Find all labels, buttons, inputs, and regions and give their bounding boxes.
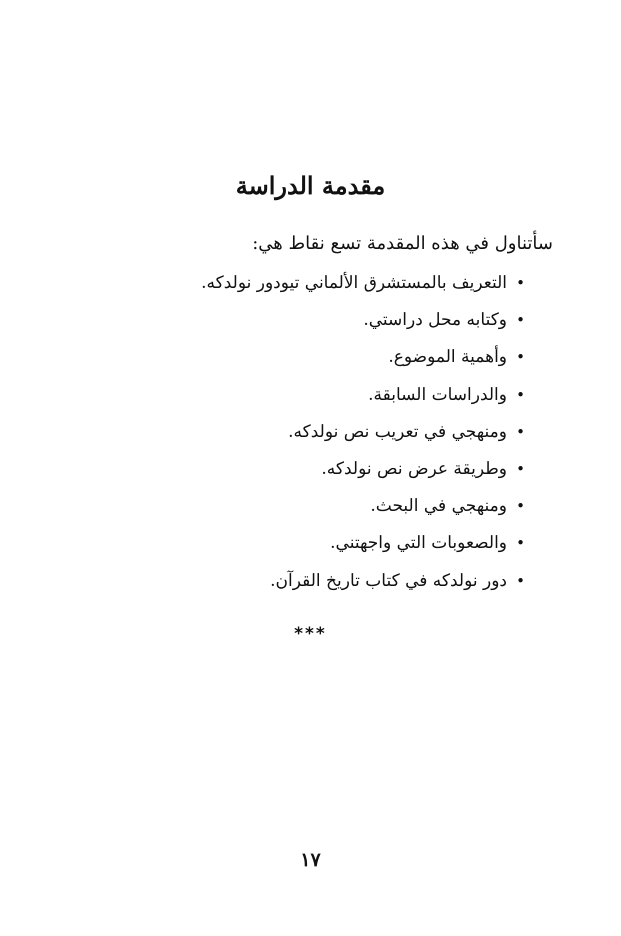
list-item — [201, 343, 525, 380]
list-item — [201, 529, 525, 566]
section-separator: *** — [294, 624, 327, 644]
bullet-icon: • — [516, 497, 525, 516]
list-item-text: وطريقة عرض نص نولدكه. — [321, 458, 507, 479]
list-item-text: والدراسات السابقة. — [368, 384, 507, 405]
bullet-icon: • — [516, 348, 525, 367]
bullet-icon: • — [516, 571, 525, 590]
list-item — [201, 269, 525, 306]
list-item-text: وكتابه محل دراستي. — [363, 310, 507, 331]
bullet-icon: • — [516, 534, 525, 553]
section-title: مقدمة الدراسة — [235, 171, 386, 200]
bullet-icon: • — [516, 422, 525, 441]
list-item-text: دور نولدكه في كتاب تاريخ القرآن. — [270, 570, 507, 591]
list-item-text: وأهمية الموضوع. — [388, 347, 507, 368]
list-item — [201, 567, 525, 604]
list-item — [201, 418, 525, 455]
list-item-text: ومنهجي في تعريب نص نولدكه. — [288, 421, 507, 442]
list-item — [201, 492, 525, 529]
list-item — [201, 381, 525, 418]
intro-paragraph: سأتناول في هذه المقدمة تسع نقاط هي: — [252, 233, 553, 254]
bullet-icon: • — [516, 459, 525, 478]
page-number: ١٧ — [300, 849, 321, 871]
list-item-text: والصعوبات التي واجهتني. — [330, 533, 507, 554]
list-item — [201, 455, 525, 492]
list-item-text: ومنهجي في البحث. — [370, 496, 507, 517]
bullet-icon: • — [516, 274, 525, 292]
points-list — [201, 269, 525, 604]
bullet-icon: • — [516, 385, 525, 404]
bullet-icon: • — [516, 311, 525, 330]
list-item — [201, 306, 525, 343]
list-item-text: التعريف بالمستشرق الألماني تيودور نولدكه. — [201, 273, 507, 293]
